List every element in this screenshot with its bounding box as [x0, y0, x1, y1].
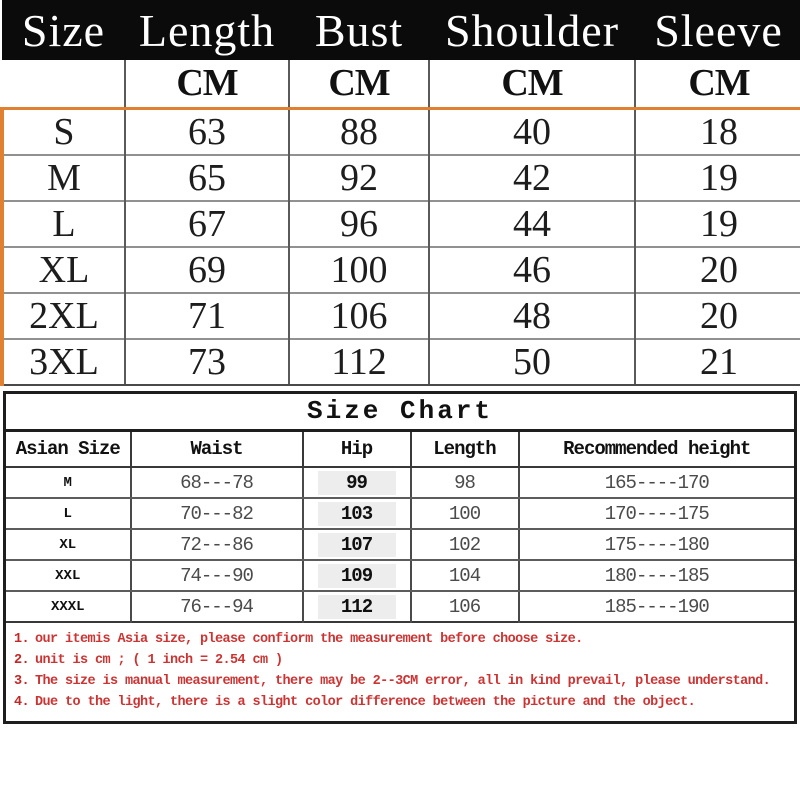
table-row — [5, 529, 796, 560]
size-label: XXL — [5, 560, 131, 591]
col-header-hip: Hip — [303, 430, 411, 467]
waist-value: 72---86 — [131, 529, 303, 560]
unit-cell — [2, 60, 125, 108]
notes-row — [5, 622, 796, 723]
col-header-recommended-height: Recommended height — [519, 430, 796, 467]
waist-value: 70---82 — [131, 498, 303, 529]
hip-value — [303, 467, 411, 498]
shoulder-value: 46 — [429, 247, 635, 293]
height-value: 180----185 — [519, 560, 796, 591]
length-value: 67 — [125, 201, 289, 247]
sleeve-value: 19 — [635, 155, 800, 201]
note-number: 3. — [14, 674, 30, 689]
length-value: 71 — [125, 293, 289, 339]
note-text: Due to the light, there is a slight color difference between the picture and the object. — [35, 695, 696, 710]
length-value: 104 — [411, 560, 519, 591]
unit-cell: CM — [125, 60, 289, 108]
table-row — [5, 560, 796, 591]
length-value: 100 — [411, 498, 519, 529]
chart-title-row — [5, 392, 796, 430]
bust-value: 92 — [289, 155, 429, 201]
table-row — [2, 108, 800, 155]
note-line — [14, 692, 788, 713]
height-value: 175----180 — [519, 529, 796, 560]
hip-highlight: 112 — [318, 595, 396, 619]
hip-value — [303, 529, 411, 560]
hip-highlight: 99 — [318, 471, 396, 495]
bust-value: 88 — [289, 108, 429, 155]
table-row — [5, 498, 796, 529]
table-row — [5, 467, 796, 498]
size-label: XL — [5, 529, 131, 560]
length-value: 73 — [125, 339, 289, 385]
col-header-bust: Bust — [289, 0, 429, 60]
col-header-asian-size: Asian Size — [5, 430, 131, 467]
shoulder-value: 42 — [429, 155, 635, 201]
note-number: 2. — [14, 653, 30, 668]
note-line — [14, 650, 788, 671]
hip-highlight: 107 — [318, 533, 396, 557]
bust-value: 100 — [289, 247, 429, 293]
hip-highlight: 109 — [318, 564, 396, 588]
length-value: 69 — [125, 247, 289, 293]
size-label: L — [5, 498, 131, 529]
size-label: L — [2, 201, 125, 247]
table-row — [2, 293, 800, 339]
size-label: 3XL — [2, 339, 125, 385]
table-row — [2, 155, 800, 201]
note-text: our itemis Asia size, please confiorm the measurement before choose size. — [35, 632, 583, 647]
hip-value — [303, 498, 411, 529]
sleeve-value: 19 — [635, 201, 800, 247]
height-value: 165----170 — [519, 467, 796, 498]
size-label: XL — [2, 247, 125, 293]
waist-value: 68---78 — [131, 467, 303, 498]
col-header-length: Length — [125, 0, 289, 60]
length-value: 63 — [125, 108, 289, 155]
shoulder-value: 50 — [429, 339, 635, 385]
chart-title: Size Chart — [5, 392, 796, 430]
sleeve-value: 20 — [635, 293, 800, 339]
sleeve-value: 20 — [635, 247, 800, 293]
size-table-header-row — [2, 0, 800, 60]
size-label: XXXL — [50, 598, 85, 615]
table-row — [2, 339, 800, 385]
length-value: 98 — [411, 467, 519, 498]
note-text: unit is cm ; ( 1 inch = 2.54 cm ) — [35, 653, 283, 668]
note-number: 4. — [14, 695, 30, 710]
size-label: 2XL — [2, 293, 125, 339]
size-label: M — [5, 467, 131, 498]
shoulder-value: 48 — [429, 293, 635, 339]
table-row — [2, 201, 800, 247]
height-value: 170----175 — [519, 498, 796, 529]
unit-row — [2, 60, 800, 108]
note-number: 1. — [14, 632, 30, 647]
hip-highlight: 103 — [318, 502, 396, 526]
sleeve-value: 21 — [635, 339, 800, 385]
waist-value: 74---90 — [131, 560, 303, 591]
length-value: 65 — [125, 155, 289, 201]
asian-size-chart-table — [3, 391, 797, 725]
note-line — [14, 629, 788, 650]
col-header-size: Size — [2, 0, 125, 60]
table-row — [5, 591, 796, 622]
notes-block — [5, 622, 796, 723]
height-value: 185----190 — [519, 591, 796, 622]
size-label: S — [2, 108, 125, 155]
bust-value: 106 — [289, 293, 429, 339]
unit-cell: CM — [635, 60, 800, 108]
bust-value: 96 — [289, 201, 429, 247]
length-value: 106 — [411, 591, 519, 622]
waist-value: 76---94 — [131, 591, 303, 622]
note-text: The size is manual measurement, there may be 2--3CM error, all in kind prevail, please understand. — [35, 674, 771, 689]
unit-cell: CM — [429, 60, 635, 108]
col-header-waist: Waist — [131, 430, 303, 467]
unit-cell: CM — [289, 60, 429, 108]
garment-size-table — [0, 0, 800, 386]
sleeve-value: 18 — [635, 108, 800, 155]
note-line — [14, 671, 788, 692]
bust-value: 112 — [289, 339, 429, 385]
col-header-sleeve: Sleeve — [635, 0, 800, 60]
shoulder-value: 40 — [429, 108, 635, 155]
length-value: 102 — [411, 529, 519, 560]
shoulder-value: 44 — [429, 201, 635, 247]
hip-value — [303, 560, 411, 591]
size-label: M — [2, 155, 125, 201]
hip-value — [303, 591, 411, 622]
col-header-shoulder: Shoulder — [429, 0, 635, 60]
table-row — [2, 247, 800, 293]
col-header-length: Length — [411, 430, 519, 467]
chart-header-row — [5, 430, 796, 467]
